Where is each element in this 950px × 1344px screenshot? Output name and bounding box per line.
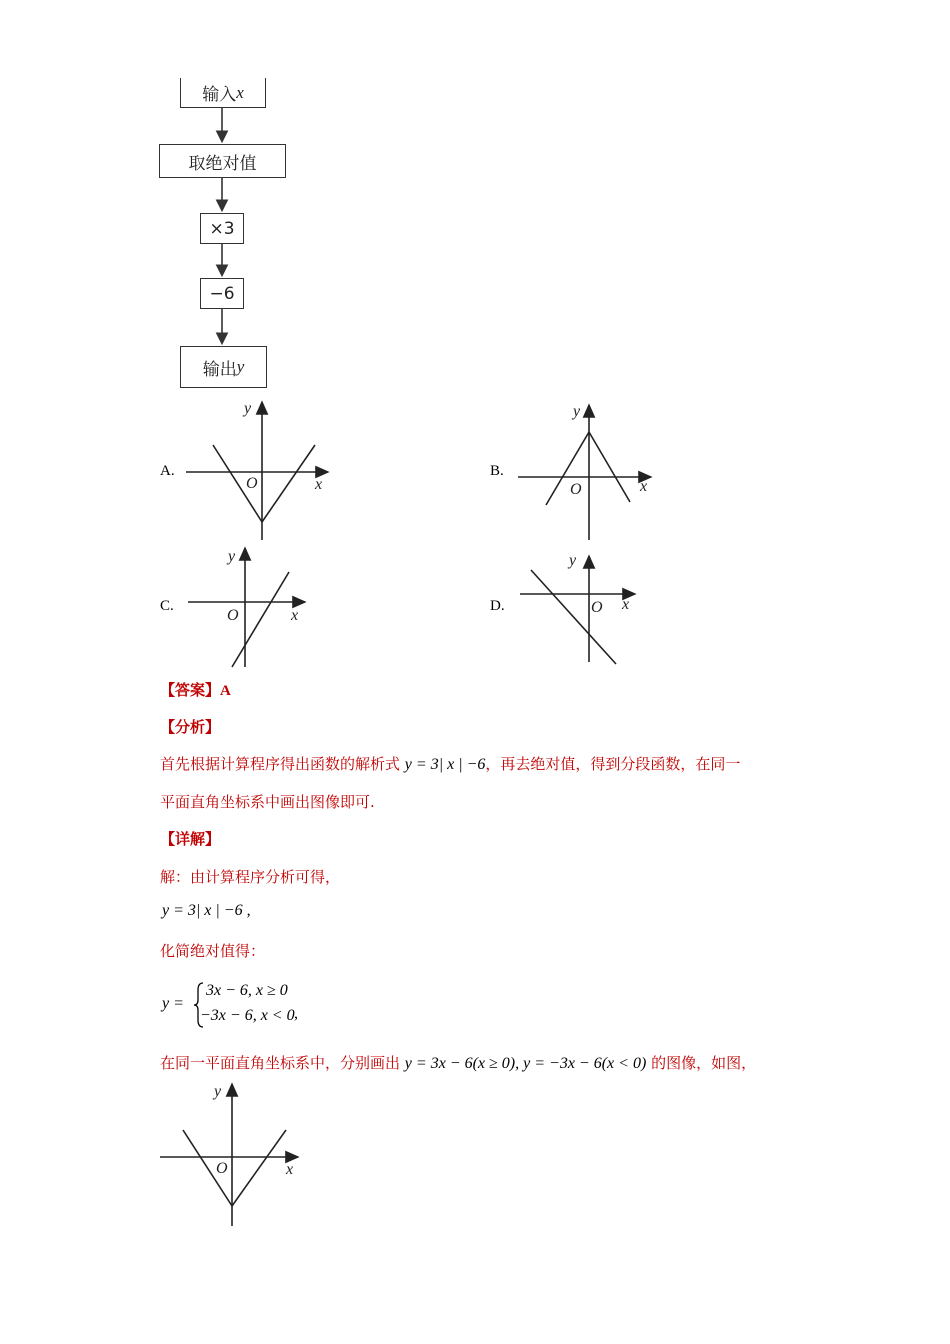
graph-a-x-label: x xyxy=(315,476,323,493)
flowchart-mul-label: ×3 xyxy=(209,218,235,239)
analysis-line-1 xyxy=(160,753,740,774)
graph-b-right-ray xyxy=(589,432,630,502)
graph-d-line xyxy=(531,570,616,664)
analysis-formula: y = 3| x | −6 xyxy=(404,756,486,773)
piecewise-case-1: 3x − 6, x ≥ 0 xyxy=(206,982,288,999)
analysis-line-2: 平面直角坐标系中画出图像即可. xyxy=(160,793,375,811)
graph-b-x-label: x xyxy=(640,478,648,495)
graph-b xyxy=(518,405,651,540)
option-b-label: B. xyxy=(490,463,504,479)
detail-line3-formula: y = 3x − 6(x ≥ 0), y = −3x − 6(x < 0) xyxy=(404,1055,647,1072)
graph-c-o-label: O xyxy=(227,607,239,624)
piecewise-function xyxy=(160,980,360,1030)
option-a-label: A. xyxy=(160,463,175,479)
solution-o-label: O xyxy=(216,1160,228,1177)
answer-value: A xyxy=(220,683,231,699)
graph-c-x-label: x xyxy=(291,607,299,624)
graph-b-y-label: y xyxy=(573,403,581,420)
solution-right-ray xyxy=(232,1130,286,1206)
detail-line-1: 解：由计算程序分析可得， xyxy=(160,868,341,886)
graph-c xyxy=(188,548,305,667)
graph-c-line xyxy=(232,572,289,667)
solution-graph xyxy=(150,1078,320,1238)
answer-tag: 【答案】 xyxy=(160,681,221,699)
detail-line3-post: 的图像，如图， xyxy=(651,1054,757,1072)
analysis-line1-post: ，再去绝对值，得到分段函数，在同一 xyxy=(485,755,741,773)
solution-x-label: x xyxy=(286,1161,294,1178)
detail-formula-1: y = 3| x | −6 , xyxy=(162,902,251,919)
analysis-line1-pre: 首先根据计算程序得出函数的解析式 xyxy=(160,755,401,773)
piecewise-y: y = xyxy=(162,995,184,1012)
graph-d xyxy=(520,556,635,664)
flowchart-output-label: 输出 xyxy=(202,359,237,380)
graph-d-x-label: x xyxy=(622,596,630,613)
graph-a-right-ray xyxy=(262,445,315,522)
flowchart-output-var: y xyxy=(236,357,245,376)
detail-tag: 【详解】 xyxy=(160,830,221,848)
graph-d-o-label: O xyxy=(591,599,603,616)
flowchart-input-label: 输入 xyxy=(202,85,237,105)
flowchart-sub-label: −6 xyxy=(209,283,235,304)
detail-line-3 xyxy=(160,1052,756,1073)
detail-line3-pre: 在同一平面直角坐标系中，分别画出 xyxy=(160,1054,401,1072)
graph-b-left-ray xyxy=(546,432,589,505)
graph-a-y-label: y xyxy=(244,400,252,417)
graph-a xyxy=(186,402,328,540)
piecewise-end: , xyxy=(294,1005,298,1022)
piecewise-case-2: −3x − 6, x < 0 xyxy=(200,1007,295,1024)
option-d-label: D. xyxy=(490,598,505,614)
solution-y-label: y xyxy=(214,1083,222,1100)
graph-c-y-label: y xyxy=(228,548,236,565)
graph-a-o-label: O xyxy=(246,475,258,492)
option-c-label: C. xyxy=(160,598,174,614)
answer-line xyxy=(160,679,231,700)
analysis-tag: 【分析】 xyxy=(160,718,221,736)
graph-d-y-label: y xyxy=(569,552,577,569)
flowchart-abs-label: 取绝对值 xyxy=(188,153,257,174)
flowchart-input-var: x xyxy=(236,82,244,102)
graph-b-o-label: O xyxy=(570,481,582,498)
detail-line-2: 化简绝对值得： xyxy=(160,942,266,960)
